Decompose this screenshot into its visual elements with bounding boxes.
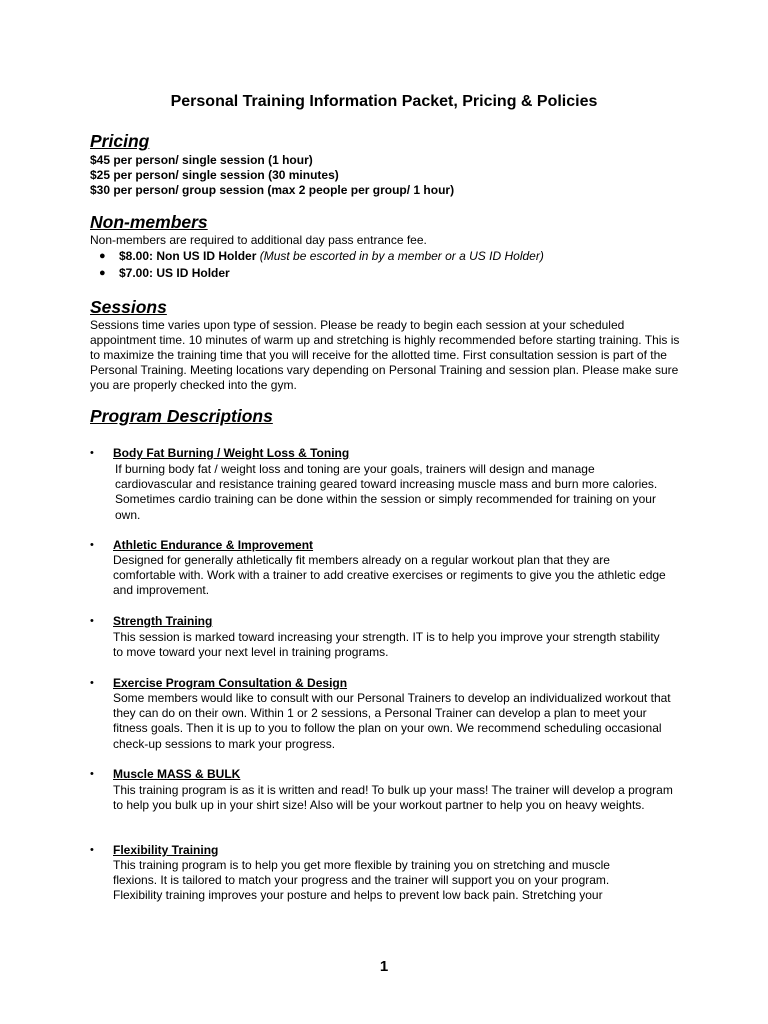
nonmember-fee-item (119, 249, 544, 264)
bullet-icon: • (90, 539, 94, 551)
nonmembers-heading: Non-members (90, 212, 208, 232)
bullet-icon: • (90, 615, 94, 627)
program-title: Body Fat Burning / Weight Loss & Toning (113, 446, 350, 460)
bullet-icon: • (90, 768, 94, 780)
fee-label: $8.00: Non US ID Holder (119, 249, 257, 263)
sessions-heading: Sessions (90, 297, 167, 317)
program-title: Exercise Program Consultation & Design (113, 676, 348, 690)
bullet-icon: • (90, 677, 94, 689)
fee-label: $7.00: US ID Holder (119, 266, 230, 280)
program-text: Designed for generally athletically fit members already on a regular workout plan that they are comfortable with. Work with a trainer to add creative exercises or regiments to give you the athletic edge and improvement. (113, 553, 666, 598)
nonmembers-intro: Non-members are required to additional day pass entrance fee. (90, 233, 427, 247)
program-text: This session is marked toward increasing your strength. IT is to help you improve your strength stability to move toward your next level in training programs. (113, 630, 660, 660)
page-number: 1 (379, 958, 389, 975)
bullet-icon: ● (99, 267, 106, 279)
fee-note: (Must be escorted in by a member or a US ID Holder) (259, 249, 544, 263)
document-title: Personal Training Information Packet, Pricing & Policies (170, 93, 598, 110)
nonmember-fee-item (119, 266, 230, 281)
program-text: Some members would like to consult with our Personal Trainers to develop an individualized workout that they can do on their own. Within 1 or 2 sessions, a Personal Trainer can develop a plan to meet your fitness goals. Then it is up to you to follow the plan on your own. We recommend scheduling occasional check-up sessions to mark your progress. (113, 691, 671, 751)
pricing-line: $30 per person/ group session (max 2 people per group/ 1 hour) (90, 183, 455, 197)
program-text: If burning body fat / weight loss and toning are your goals, trainers will design and manage cardiovascular and resistance training geared toward increasing muscle mass and burn more calories. Sometimes cardio training can be done within the session or simply recommended for training on your own. (115, 462, 658, 522)
sessions-text: Sessions time varies upon type of session. Please be ready to begin each session at your scheduled appointment time. 10 minutes of warm up and stretching is highly recommended before starting training. This is to maximize the training time that you will receive for the allotted time. First consultation session is part of the Personal Training. Meeting locations vary depending on Personal Training and session plan. Please make sure you are properly checked into the gym. (90, 318, 680, 392)
pricing-line: $45 per person/ single session (1 hour) (90, 153, 313, 167)
program-title: Muscle MASS & BULK (113, 767, 241, 781)
program-text: This training program is to help you get more flexible by training you on stretching and muscle flexions. It is tailored to match your progress and the trainer will support you on your program. Flexibility training improves your posture and helps to prevent low back pain. Stretching your (113, 858, 610, 903)
program-title: Strength Training (113, 614, 213, 628)
bullet-icon: • (90, 844, 94, 856)
program-title: Flexibility Training (113, 843, 219, 857)
programs-heading: Program Descriptions (90, 406, 273, 426)
pricing-heading: Pricing (90, 131, 150, 151)
pricing-line: $25 per person/ single session (30 minutes) (90, 168, 339, 182)
program-text: This training program is as it is written and read! To bulk up your mass! The trainer will develop a program to help you bulk up in your shirt size! Also will be your workout partner to help you on heavy weights. (113, 783, 673, 813)
bullet-icon: ● (99, 250, 106, 262)
program-title: Athletic Endurance & Improvement (113, 538, 314, 552)
bullet-icon: • (90, 447, 94, 459)
